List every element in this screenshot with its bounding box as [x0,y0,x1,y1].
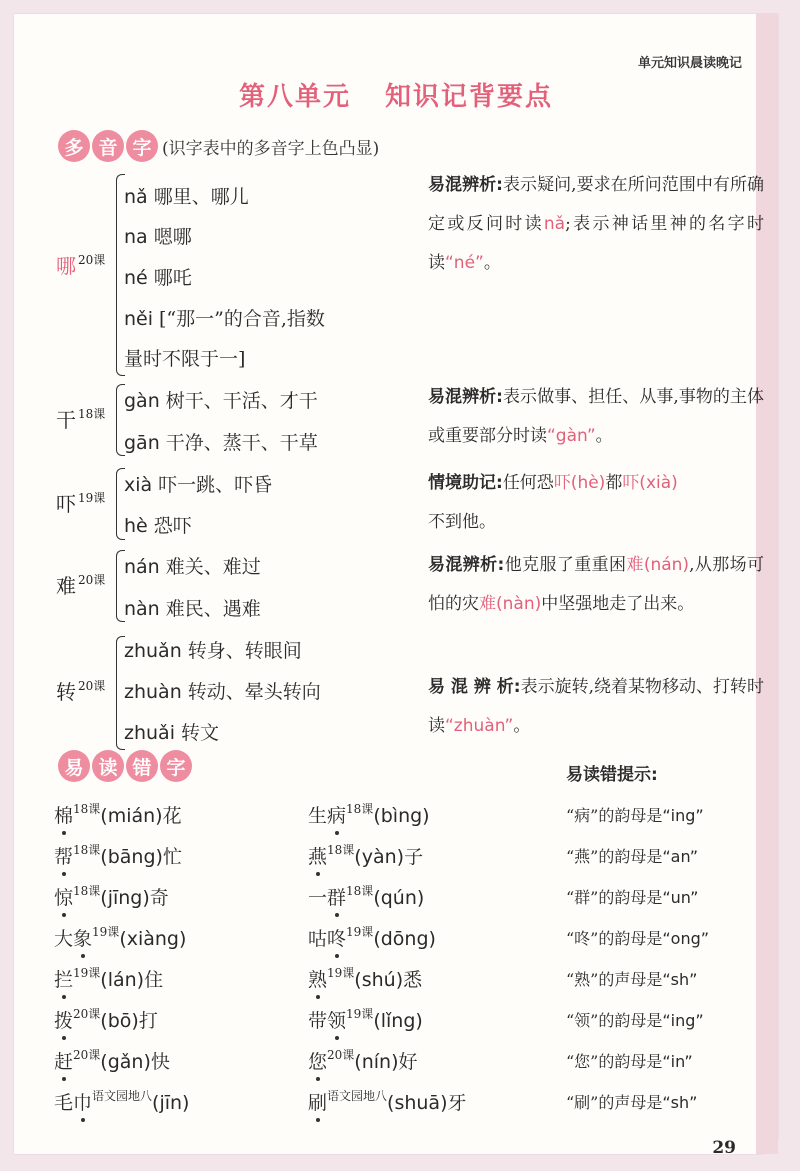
hint-value: “an” [662,847,699,866]
char-text: 干 [56,408,76,432]
analysis-text: 任何恐 [502,473,554,493]
analysis-text: 表示旋转,绕着某物移动、打转时读 [428,677,765,736]
misread-word [54,1087,189,1115]
words: [“那一”的合音,指数 [159,308,325,330]
words: 转动、晕头转向 [187,681,321,703]
lesson-tag: 20课 [73,1007,101,1021]
reading [124,511,192,538]
badge-char: 读 [92,750,124,782]
hint-line [566,885,698,908]
w-after: 住 [144,969,164,991]
reading [124,428,318,455]
analysis-highlight: 吓(hè) [553,473,606,493]
analysis-label: 易混辨析: [428,387,503,407]
lesson-tag: 20课 [73,1048,101,1062]
reading [124,677,321,704]
analysis-label: 易 混 辨 析: [428,677,521,697]
reading [124,718,219,745]
polyphone-char [56,404,105,433]
w-pinyin: (yàn) [354,846,405,868]
hint-line [566,803,704,826]
pinyin: na [124,226,148,248]
misread-word [54,923,186,951]
hint-text: “您”的韵母是 [566,1052,663,1071]
hint-text: “病”的韵母是 [566,806,663,825]
lesson-tag: 18课 [327,843,355,857]
misread-word [54,882,169,910]
misread-word [54,1005,158,1033]
hint-text: “咚”的韵母是 [566,929,663,948]
hint-value: “in” [662,1052,693,1071]
lesson-tag: 19课 [92,925,120,939]
w-key: 赶 [54,1047,73,1074]
w-pinyin: (bāng) [100,846,163,868]
pinyin: gān [124,432,160,454]
header-tag: 单元知识晨读晚记 [637,56,742,71]
words: 量时不限于一] [124,348,246,370]
analysis-highlight: “gàn” [547,426,596,446]
words: 恐吓 [153,515,192,537]
analysis-text: 中坚强地走了出来。 [541,594,695,614]
reading [124,552,261,579]
badge-char: 易 [58,750,90,782]
hint-text: “群”的韵母是 [566,888,663,907]
w-key: 帮 [54,842,73,869]
w-pinyin: (gǎn) [100,1051,151,1073]
w-after: 悉 [403,969,423,991]
words: 吓一跳、吓昏 [158,474,273,496]
w-pre: 大 [54,928,74,950]
lesson-tag: 19课 [78,491,106,505]
hint-value: “ing” [662,1011,704,1030]
w-pinyin: (qún) [373,887,425,909]
w-after: 牙 [447,1092,467,1114]
misread-word [54,964,163,992]
analysis-highlight: 吓(xià) [622,473,678,493]
hint-value: “sh” [662,1093,698,1112]
hint-line [566,844,698,867]
pinyin: hè [124,515,148,537]
misread-word [308,1046,418,1074]
w-after: 忙 [162,846,182,868]
hint-text: “刷”的声母是 [566,1093,663,1112]
w-key: 领 [327,1006,346,1033]
polyphone-char [56,250,105,279]
char-text: 难 [56,574,76,598]
w-pre: 生 [308,805,328,827]
hint-text: “燕”的韵母是 [566,847,663,866]
analysis-na [428,166,764,283]
w-key: 拦 [54,965,73,992]
w-after: 快 [150,1051,170,1073]
misread-word [308,800,430,828]
reading [124,222,192,249]
misread-word [54,1046,170,1074]
pinyin: zhuàn [124,681,182,703]
analysis-highlight: nǎ [543,214,566,234]
w-pinyin: (lǐng) [373,1010,423,1032]
analysis-xia [428,464,764,542]
analysis-text: 表示做事、担任、从事,事物的主体或重要部分时读 [428,387,764,446]
hint-value: “un” [662,888,699,907]
analysis-label: 情境助记: [428,473,503,493]
analysis-text: 。 [513,716,531,736]
analysis-zhuan [428,668,764,746]
lesson-tag: 20课 [78,253,106,267]
analysis-gan [428,378,764,456]
w-key: 群 [327,883,346,910]
lesson-tag: 18课 [78,407,106,421]
lesson-tag: 18课 [346,802,374,816]
words: 哪吒 [153,267,192,289]
misread-word [308,882,424,910]
pinyin: zhuǎi [124,722,175,744]
words: 嗯哪 [153,226,192,248]
pinyin: nán [124,556,160,578]
reading [124,304,325,331]
w-pinyin: (bō) [100,1010,139,1032]
w-pinyin: (xiàng) [119,928,187,950]
pinyin: zhuǎn [124,640,182,662]
lesson-tag: 19课 [346,1007,374,1021]
misread-word [308,923,436,951]
analysis-label: 易混辨析: [428,175,503,195]
misread-word [54,841,182,869]
w-key: 熟 [308,965,327,992]
polyphone-char [56,488,105,517]
w-key: 您 [308,1047,327,1074]
w-pinyin: (nín) [354,1051,399,1073]
words: 哪里、哪儿 [153,186,249,208]
analysis-highlight: 难(nàn) [479,594,542,614]
analysis-label: 易混辨析: [428,555,505,575]
page-number: 29 [712,1138,736,1158]
analysis-text: 不到他。 [428,512,496,532]
analysis-highlight: “né” [445,253,484,273]
analysis-text: ,从那场可怕的灾 [428,555,765,614]
w-pinyin: (jīng) [100,887,150,909]
char-text: 吓 [56,492,76,516]
hint-value: “sh” [662,970,698,989]
title-topic: 知识记背要点 [385,82,554,112]
analysis-text: 表示疑问,要求在所问范围中有所确定或反问时读 [428,175,764,234]
hint-line [566,926,709,949]
w-pinyin: (bìng) [373,805,430,827]
analysis-nan [428,546,764,624]
lesson-tag: 18课 [73,884,101,898]
w-pinyin: (jīn) [152,1092,190,1114]
char-text: 转 [56,680,76,704]
words: 转身、转眼间 [187,640,302,662]
w-key: 棉 [54,801,73,828]
w-after: 打 [138,1010,158,1032]
w-after: 奇 [149,887,169,909]
w-key: 拨 [54,1006,73,1033]
pinyin: nàn [124,598,160,620]
hint-line [566,1049,693,1072]
pinyin: né [124,267,148,289]
lesson-tag: 19课 [73,966,101,980]
section-badge-misread [58,750,192,782]
pinyin: něi [124,308,154,330]
reading [124,344,245,371]
badge-char: 错 [126,750,158,782]
lesson-tag: 语文园地八 [327,1089,388,1103]
polyphone-char [56,676,105,705]
w-after: 子 [404,846,424,868]
w-pinyin: (lán) [100,969,145,991]
hint-value: “ing” [662,806,704,825]
analysis-text: 。 [483,253,501,273]
lesson-tag: 20课 [78,573,106,587]
analysis-text: ;表示神话里神的名字时读 [428,214,765,273]
pinyin: nǎ [124,186,148,208]
w-pinyin: (dōng) [373,928,436,950]
w-pre: 带 [308,1010,328,1032]
hint-value: “ong” [662,929,710,948]
words: 干净、蒸干、干草 [165,432,318,454]
hint-line [566,1090,697,1113]
hint-line [566,1008,704,1031]
char-text: 哪 [56,254,76,278]
w-key: 惊 [54,883,73,910]
section-badge-polyphone [58,130,158,162]
misread-word [308,1005,423,1033]
w-key: 象 [73,924,92,951]
w-pinyin: (mián) [100,805,163,827]
analysis-text: 都 [605,473,623,493]
badge-char: 音 [92,130,124,162]
hint-text: “领”的韵母是 [566,1011,663,1030]
analysis-highlight: “zhuàn” [445,716,514,736]
w-key: 病 [327,801,346,828]
lesson-tag: 18课 [73,843,101,857]
reading [124,636,302,663]
reading [124,594,261,621]
misread-word [308,841,423,869]
words: 树干、干活、才干 [165,390,318,412]
misread-word [308,964,422,992]
page [14,14,778,1158]
w-key: 咚 [327,924,346,951]
w-after: 好 [398,1051,418,1073]
lesson-tag: 18课 [73,802,101,816]
hint-line [566,967,697,990]
words: 难民、遇难 [165,598,261,620]
reading [124,263,192,290]
badge-char: 字 [160,750,192,782]
w-after: 花 [162,805,182,827]
w-pinyin: (shú) [354,969,404,991]
reading [124,182,249,209]
page-title [14,76,778,113]
analysis-text: 他克服了重重困 [504,555,627,575]
misread-word [54,800,182,828]
w-pre: 毛 [54,1092,74,1114]
w-key: 刷 [308,1088,327,1115]
lesson-tag: 19课 [327,966,355,980]
hint-title: 易读错提示: [566,765,658,785]
lesson-tag: 20课 [78,679,106,693]
w-pre: 咕 [308,928,328,950]
pinyin: gàn [124,390,160,412]
hint-text: “熟”的声母是 [566,970,663,989]
misread-word [308,1087,467,1115]
w-pre: 一 [308,887,328,909]
w-key: 巾 [73,1088,92,1115]
lesson-tag: 19课 [346,925,374,939]
analysis-highlight: 难(nán) [626,555,690,575]
lesson-tag: 18课 [346,884,374,898]
polyphone-char [56,570,105,599]
words: 难关、难过 [165,556,261,578]
badge-char: 字 [126,130,158,162]
w-key: 燕 [308,842,327,869]
w-pinyin: (shuā) [387,1092,448,1114]
words: 转文 [180,722,219,744]
reading [124,470,272,497]
lesson-tag: 语文园地八 [92,1089,153,1103]
badge-char: 多 [58,130,90,162]
title-unit: 第八单元 [238,82,351,112]
reading [124,386,318,413]
section-note: (识字表中的多音字上色凸显) [162,139,380,159]
lesson-tag: 20课 [327,1048,355,1062]
pinyin: xià [124,474,153,496]
analysis-text: 。 [595,426,613,446]
